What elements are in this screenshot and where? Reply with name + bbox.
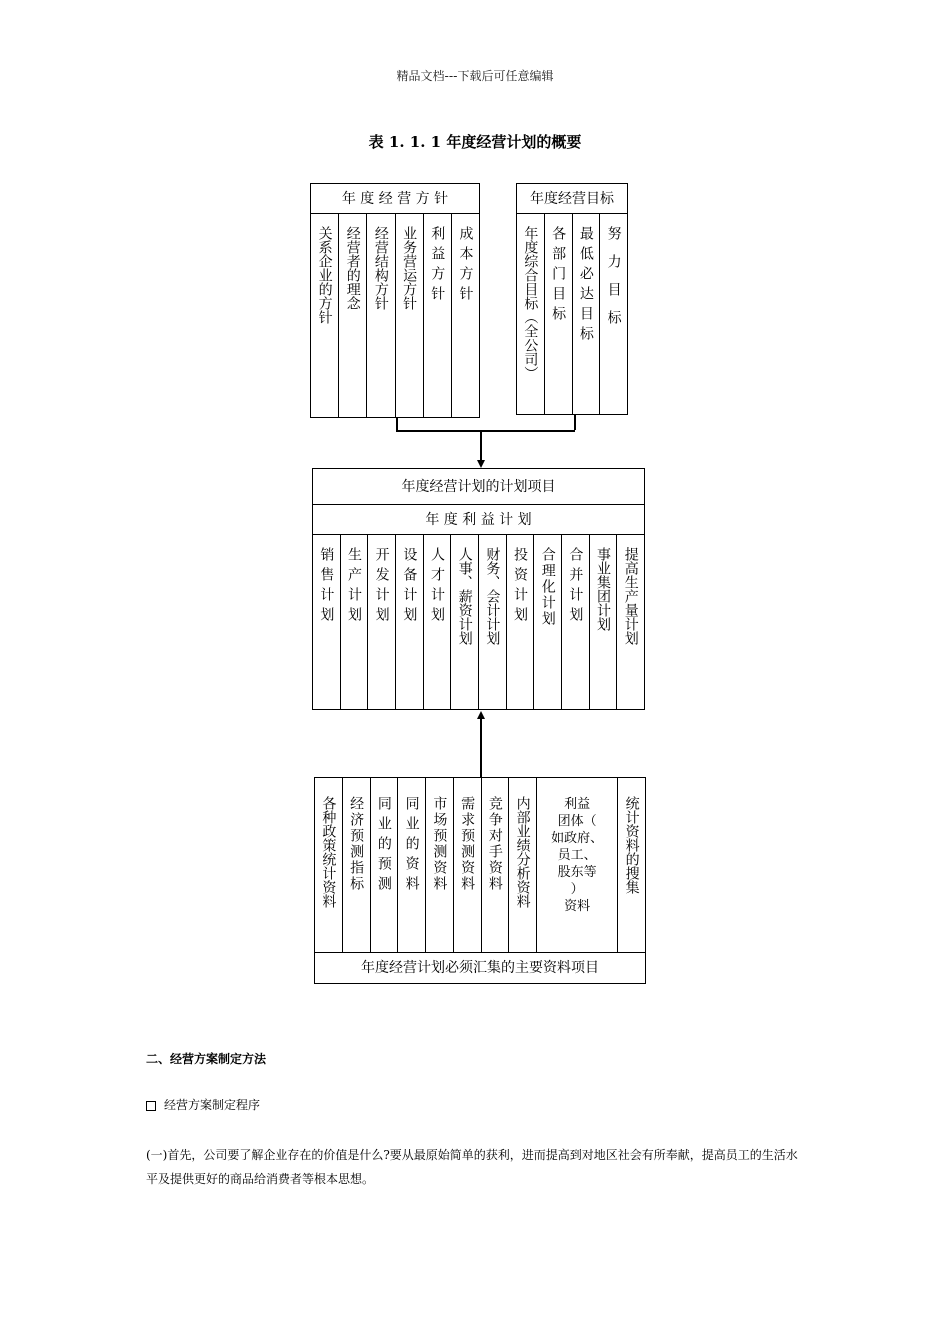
plan-column-text: 生产计划 [346, 547, 362, 627]
stakeholder-line: 团体（ [557, 814, 597, 829]
plan-column [341, 535, 369, 709]
goals-column [573, 214, 601, 414]
goals-box [516, 183, 628, 415]
plan-column [368, 535, 396, 709]
materials-column [398, 778, 426, 952]
materials-column-text: 竞争对手资料 [486, 796, 503, 892]
plan-column [590, 535, 618, 709]
materials-column [509, 778, 537, 952]
plan-column [451, 535, 479, 709]
policy-column [311, 214, 339, 417]
plan-column-text: 销售计划 [318, 547, 335, 627]
plan-column-text: 设备计划 [401, 547, 418, 627]
policy-column-text: 关系企业的方针 [316, 226, 333, 324]
arrow-down-icon [477, 460, 485, 468]
policy-columns [311, 214, 479, 417]
plan-column-text: 人才计划 [429, 547, 446, 627]
materials-column [343, 778, 371, 952]
arrow-up-icon [477, 711, 485, 719]
checkbox-icon [146, 1101, 156, 1111]
plan-column [479, 535, 507, 709]
policy-column [339, 214, 367, 417]
goals-header: 年度经营目标 [517, 184, 627, 214]
connector-line [396, 430, 575, 432]
figure-title: 表 1. 1. 1 年度经营计划的概要 [368, 133, 582, 151]
plan-column [424, 535, 452, 709]
stakeholder-line: 资料 [564, 899, 591, 914]
materials-column-text: 经济预测指标 [348, 796, 365, 892]
policy-box [310, 183, 480, 418]
policy-column-text: 成本方针 [457, 226, 474, 306]
connector-line [574, 415, 576, 430]
plan-box [312, 468, 645, 710]
plan-column [562, 535, 590, 709]
materials-column [482, 778, 510, 952]
plan-column-text: 合理化计划 [539, 547, 556, 627]
goals-column [517, 214, 545, 414]
materials-column-text: 各种政策统计资料 [320, 796, 337, 908]
materials-column-text: 内部业绩分析资料 [514, 796, 531, 908]
plan-column [617, 535, 644, 709]
plan-column-text: 开发计划 [373, 547, 390, 627]
plan-column [534, 535, 562, 709]
policy-header: 年 度 经 营 方 针 [311, 184, 479, 214]
policy-column [367, 214, 395, 417]
materials-column-text: 同业的预测 [375, 796, 392, 896]
materials-columns [315, 778, 645, 953]
goals-column-text: 努力目标 [605, 226, 622, 338]
page-header: 精品文档---下载后可任意编辑 [396, 69, 554, 83]
stakeholder-column [537, 778, 618, 952]
policy-column-text: 业务营运方针 [401, 226, 418, 310]
paragraph: (一)首先，公司要了解企业存在的价值是什么?要从最原始简单的获利，进而提高到对地区社会有所奉献，提高员工的生活水平及提供更好的商品给消费者等根本思想。 [146, 1148, 798, 1186]
goals-column [545, 214, 573, 414]
plan-header: 年度经营计划的计划项目 [313, 469, 644, 505]
policy-column [424, 214, 452, 417]
goals-columns [517, 214, 627, 414]
stakeholder-line: 如政府、 [551, 831, 604, 846]
materials-column-text: 统计资料的搜集 [623, 796, 640, 894]
materials-column-text: 同业的资料 [403, 796, 420, 896]
materials-column-text: 需求预测资料 [459, 796, 476, 892]
stakeholder-line: 股东等 [557, 865, 597, 880]
materials-column [315, 778, 343, 952]
stakeholder-line: 员工、 [557, 848, 597, 863]
connector-line [480, 430, 482, 462]
plan-column-text: 提高生产量计划 [622, 547, 639, 645]
goals-column-text: 年度综合目标（全公司） [522, 226, 539, 380]
materials-footer: 年度经营计划必须汇集的主要资料项目 [361, 960, 599, 976]
stakeholder-line: ） [570, 882, 584, 897]
connector-line [480, 718, 482, 777]
plan-columns [313, 535, 644, 709]
policy-column [452, 214, 479, 417]
materials-column [426, 778, 454, 952]
plan-column [507, 535, 535, 709]
plan-column-text: 事业集团计划 [595, 547, 612, 631]
plan-column-text: 合并计划 [567, 547, 584, 627]
section-heading: 二、经营方案制定方法 [146, 1052, 267, 1066]
materials-column-text: 市场预测资料 [431, 796, 448, 892]
plan-column-text: 投资计划 [512, 547, 529, 627]
subheading: 经营方案制定程序 [164, 1098, 261, 1112]
materials-column [618, 778, 645, 952]
goals-column [600, 214, 627, 414]
subheading-row [146, 1096, 260, 1113]
stakeholder-line: 利益 [564, 797, 591, 812]
profit-plan-header: 年 度 利 益 计 划 [313, 505, 644, 535]
policy-column [396, 214, 424, 417]
plan-column [313, 535, 341, 709]
plan-column-text: 财务、会计计划 [484, 547, 501, 645]
materials-box [314, 777, 646, 984]
policy-column-text: 经营结构方针 [372, 226, 389, 310]
materials-column [371, 778, 399, 952]
stakeholder-text [551, 796, 603, 952]
connector-line [396, 418, 398, 430]
goals-column-text: 各部门目标 [550, 226, 567, 326]
plan-column-text: 人事、薪资计划 [456, 547, 473, 645]
policy-column-text: 利益方针 [429, 226, 446, 306]
policy-column-text: 经营者的理念 [344, 226, 361, 310]
materials-column [454, 778, 482, 952]
goals-column-text: 最低必达目标 [577, 226, 594, 346]
plan-column [396, 535, 424, 709]
